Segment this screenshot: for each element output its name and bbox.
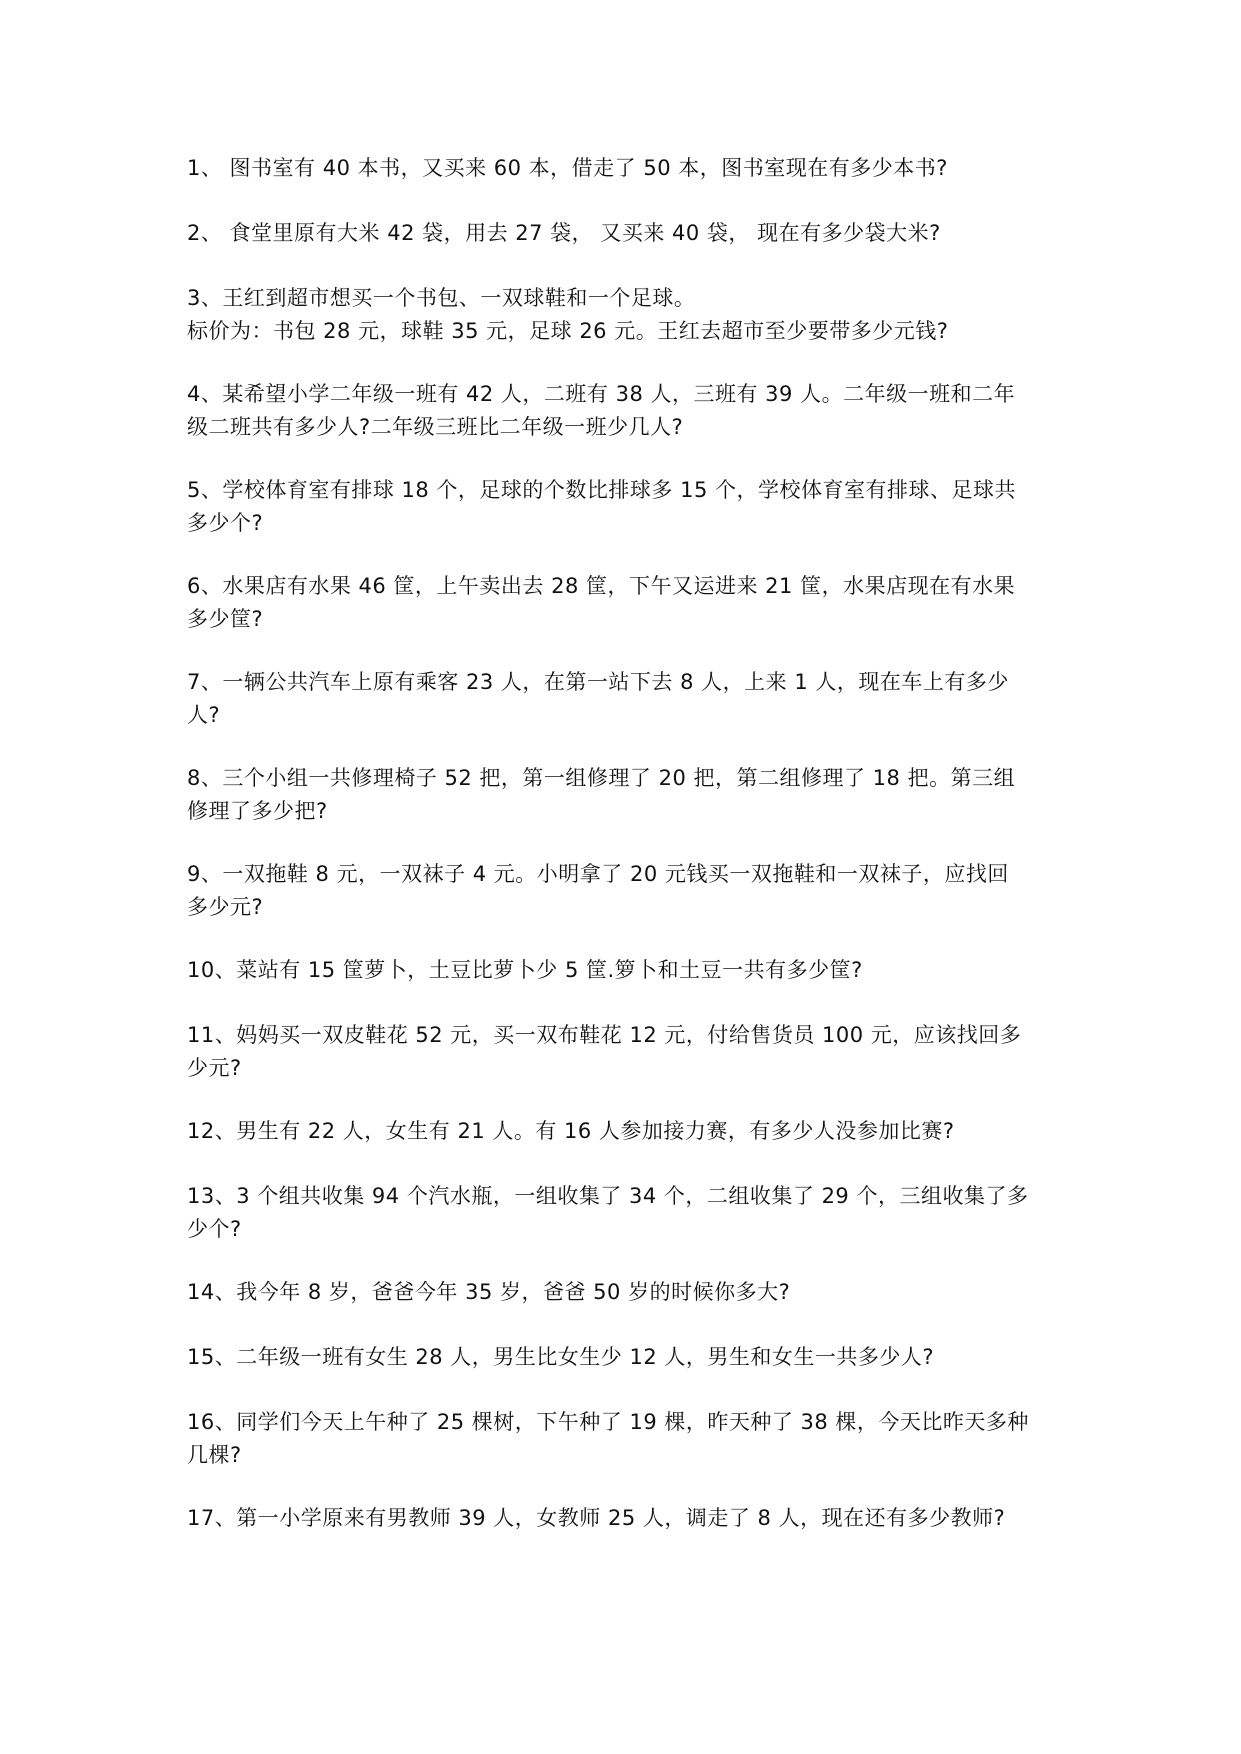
problem-text-line: 13、3 个组共收集 94 个汽水瓶，一组收集了 34 个，二组收集了 29 个，三组收集了多 [187,1184,1029,1208]
word-problem [187,954,1067,987]
problem-text-line: 12、男生有 22 人，女生有 21 人。有 16 人参加接力赛，有多少人没参加比赛? [187,1119,955,1143]
word-problem [187,858,1067,924]
problem-text-line: 17、第一小学原来有男教师 39 人，女教师 25 人，调走了 8 人，现在还有多少教师? [187,1506,1006,1530]
problem-spacer [187,828,1067,858]
problem-text-line: 11、妈妈买一双皮鞋花 52 元，买一双布鞋花 12 元，付给售货员 100 元，应该找回多 [187,1023,1022,1047]
word-problem [187,762,1067,828]
problem-spacer [187,732,1067,762]
problem-spacer [187,924,1067,954]
word-problem [187,666,1067,732]
problem-text-line: 7、一辆公共汽车上原有乘客 23 人，在第一站下去 8 人，上来 1 人，现在车上有多少 [187,670,1009,694]
problem-text-line: 少元? [187,1056,242,1080]
problem-spacer [187,348,1067,378]
problem-spacer [187,987,1067,1019]
problem-text-line: 多少个? [187,511,264,535]
word-problem [187,1406,1067,1472]
problem-text-line: 8、三个小组一共修理椅子 52 把，第一组修理了 20 把，第二组修理了 18 把。第三组 [187,766,1016,790]
problem-spacer [187,185,1067,217]
problem-text-line: 6、水果店有水果 46 筐，上午卖出去 28 筐，下午又运进来 21 筐，水果店现在有水果 [187,574,1016,598]
problem-text-line: 多少元? [187,895,264,919]
word-problem [187,570,1067,636]
problem-spacer [187,1246,1067,1276]
word-problem-list [187,152,1067,1535]
problem-text-line: 级二班共有多少人?二年级三班比二年级一班少几人? [187,415,684,439]
word-problem [187,1115,1067,1148]
problem-spacer [187,250,1067,282]
word-problem [187,1180,1067,1246]
word-problem [187,1502,1067,1535]
problem-text-line: 几棵? [187,1443,242,1467]
word-problem [187,217,1067,250]
problem-text-line: 15、二年级一班有女生 28 人，男生比女生少 12 人，男生和女生一共多少人? [187,1345,935,1369]
problem-text-line: 标价为：书包 28 元，球鞋 35 元，足球 26 元。王红去超市至少要带多少元钱? [187,319,949,343]
problem-text-line: 4、某希望小学二年级一班有 42 人，二班有 38 人，三班有 39 人。二年级一班和二年 [187,382,1016,406]
problem-spacer [187,1309,1067,1341]
word-problem [187,1341,1067,1374]
problem-spacer [187,1148,1067,1180]
word-problem [187,1276,1067,1309]
word-problem [187,282,1067,348]
problem-spacer [187,1472,1067,1502]
problem-text-line: 少个? [187,1217,242,1241]
problem-text-line: 1、 图书室有 40 本书，又买来 60 本，借走了 50 本，图书室现在有多少本书? [187,156,948,180]
problem-text-line: 10、菜站有 15 筐萝卜，土豆比萝卜少 5 筐.箩卜和土豆一共有多少筐? [187,958,863,982]
problem-text-line: 5、学校体育室有排球 18 个，足球的个数比排球多 15 个，学校体育室有排球、足球共 [187,478,1017,502]
word-problem [187,1019,1067,1085]
word-problem [187,378,1067,444]
problem-spacer [187,1374,1067,1406]
word-problem [187,474,1067,540]
problem-text-line: 16、同学们今天上午种了 25 棵树，下午种了 19 棵，昨天种了 38 棵，今天比昨天多种 [187,1410,1029,1434]
problem-spacer [187,444,1067,474]
word-problem [187,152,1067,185]
problem-spacer [187,540,1067,570]
problem-spacer [187,636,1067,666]
problem-text-line: 3、王红到超市想买一个书包、一双球鞋和一个足球。 [187,286,696,310]
problem-text-line: 2、 食堂里原有大米 42 袋，用去 27 袋， 又买来 40 袋， 现在有多少袋大米? [187,221,941,245]
problem-text-line: 9、一双拖鞋 8 元，一双袜子 4 元。小明拿了 20 元钱买一双拖鞋和一双袜子，应找回 [187,862,1009,886]
problem-text-line: 14、我今年 8 岁，爸爸今年 35 岁，爸爸 50 岁的时候你多大? [187,1280,791,1304]
problem-text-line: 多少筐? [187,607,264,631]
problem-text-line: 人? [187,703,221,727]
problem-text-line: 修理了多少把? [187,799,328,823]
problem-spacer [187,1085,1067,1115]
